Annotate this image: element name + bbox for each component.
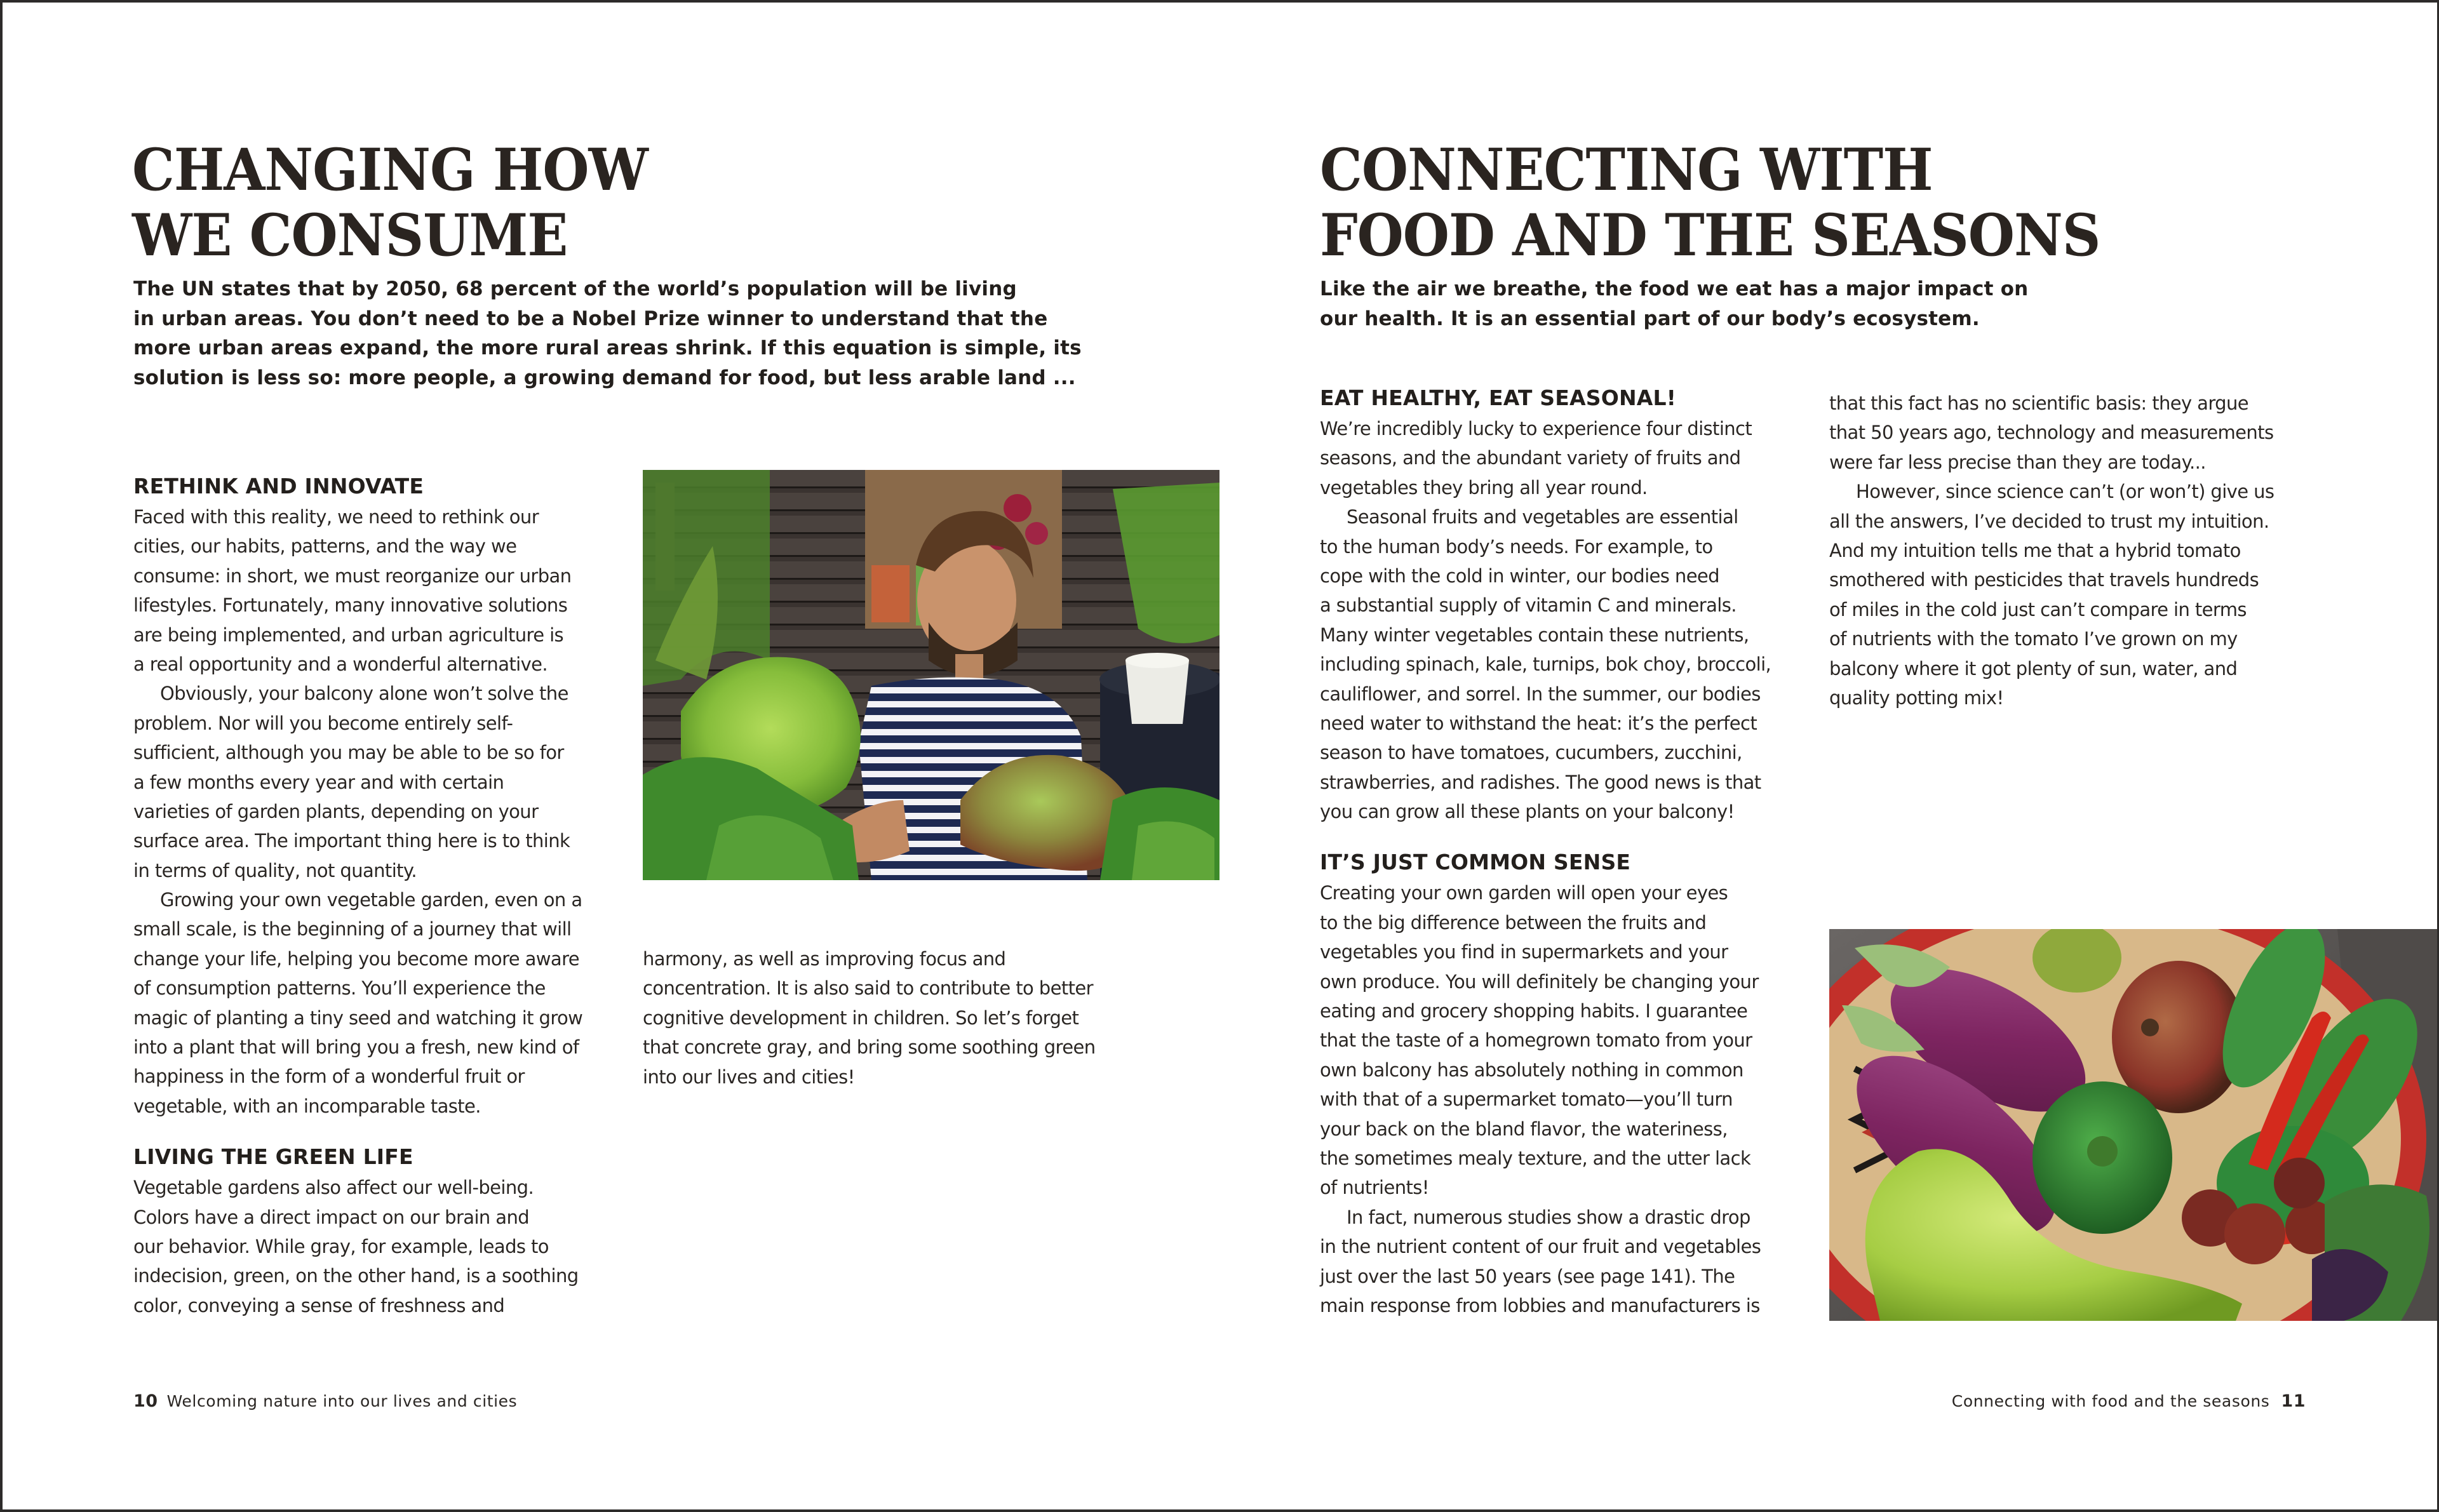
subheading-living-the-green-life: LIVING THE GREEN LIFE (133, 1144, 413, 1170)
photo-gardener-with-lettuce (643, 470, 1220, 880)
body-line: balcony where it got plenty of sun, water, and (1829, 657, 2238, 679)
left-column-1 (133, 472, 616, 1320)
right-page (1220, 0, 2439, 1512)
body-line: vegetables you find in supermarkets and your (1320, 941, 1728, 963)
body-line: surface area. The important thing here is to think (133, 830, 570, 852)
body-line: smothered with pesticides that travels hundreds (1829, 569, 2259, 591)
body-line: small scale, is the beginning of a journey that will (133, 918, 572, 940)
body-line: change your life, helping you become more aware (133, 947, 579, 970)
body-line: harmony, as well as improving focus and (643, 948, 1006, 970)
subheading-eat-healthy-eat-seasonal: EAT HEALTHY, EAT SEASONAL! (1320, 385, 1676, 410)
body-line: of miles in the cold just can’t compare in terms (1829, 598, 2247, 620)
body-line: concentration. It is also said to contribute to better (643, 977, 1093, 1000)
body-line: of nutrients! (1320, 1177, 1429, 1199)
body-line: Colors have a direct impact on our brain and (133, 1206, 530, 1228)
body-line: our behavior. While gray, for example, leads to (133, 1235, 549, 1257)
body-line: Vegetable gardens also affect our well-being. (133, 1177, 534, 1199)
intro-line: Like the air we breathe, the food we eat has a major impact on (1320, 278, 2029, 300)
gardener-photo-illustration (643, 470, 1220, 880)
body-line: Seasonal fruits and vegetables are essential (1347, 506, 1738, 528)
left-intro (133, 274, 1082, 392)
body-line: consume: in short, we must reorganize our urban (133, 565, 572, 587)
body-line: sufficient, although you may be able to be so for (133, 742, 564, 764)
body-line: in the nutrient content of our fruit and vegetables (1320, 1236, 1761, 1258)
body-line: quality potting mix! (1829, 686, 2004, 709)
vegetable-basket-illustration (1829, 929, 2437, 1321)
body-line: In fact, numerous studies show a drastic drop (1347, 1206, 1750, 1228)
body-line: a real opportunity and a wonderful alternative. (133, 653, 548, 675)
body-line: vegetable, with an incomparable taste. (133, 1095, 481, 1117)
body-line: you can grow all these plants on your balcony! (1320, 801, 1735, 823)
body-line: seasons, and the abundant variety of fruits and (1320, 447, 1741, 469)
right-column-2 (1829, 389, 2337, 713)
body-line: a few months every year and with certain (133, 771, 504, 793)
body-line: the sometimes mealy texture, and the utter lack (1320, 1147, 1751, 1169)
body-line: And my intuition tells me that a hybrid tomato (1829, 539, 2241, 561)
body-line: a substantial supply of vitamin C and minerals. (1320, 594, 1737, 617)
intro-line: in urban areas. You don’t need to be a Nobel Prize winner to understand that the (133, 307, 1048, 330)
page-number-10: 10 (133, 1391, 158, 1411)
body-line: indecision, green, on the other hand, is a soothing (133, 1265, 579, 1287)
body-line: vegetables they bring all year round. (1320, 476, 1648, 498)
body-line: However, since science can’t (or won’t) give us (1856, 481, 2274, 503)
photo-vegetable-basket (1829, 929, 2437, 1321)
running-title-right: Connecting with food and the seasons (1951, 1392, 2270, 1410)
body-line: of nutrients with the tomato I’ve grown on my (1829, 628, 2238, 650)
body-line: cognitive development in children. So let’s forget (643, 1007, 1079, 1029)
body-line: cauliflower, and sorrel. In the summer, our bodies (1320, 683, 1761, 705)
intro-line: more urban areas expand, the more rural areas shrink. If this equation is simple, its (133, 337, 1082, 359)
body-line: that concrete gray, and bring some soothing green (643, 1036, 1096, 1059)
body-line: with that of a supermarket tomato—you’ll turn (1320, 1088, 1733, 1111)
body-line: Creating your own garden will open your eyes (1320, 882, 1728, 904)
body-line: We’re incredibly lucky to experience four distinct (1320, 418, 1752, 439)
body-line: including spinach, kale, turnips, bok choy, broccoli, (1320, 653, 1771, 676)
body-line: problem. Nor will you become entirely self- (133, 712, 513, 734)
body-line: of consumption patterns. You’ll experience the (133, 977, 546, 1000)
section-gap (1320, 826, 1809, 848)
body-line: that 50 years ago, technology and measurements (1829, 422, 2274, 444)
page-number-11: 11 (2281, 1391, 2306, 1411)
left-page-footer (133, 1391, 517, 1412)
body-line: all the answers, I’ve decided to trust my intuition. (1829, 510, 2269, 532)
body-line: lifestyles. Fortunately, many innovative solutions (133, 594, 568, 617)
body-line: main response from lobbies and manufacturers is (1320, 1294, 1760, 1316)
body-line: strawberries, and radishes. The good news is that (1320, 771, 1761, 793)
body-line: happiness in the form of a wonderful fruit or (133, 1066, 525, 1088)
body-line: need water to withstand the heat: it’s the perfect (1320, 712, 1757, 734)
right-page-footer (1952, 1391, 2306, 1412)
body-line: that this fact has no scientific basis: they argue (1829, 392, 2248, 414)
right-column-1 (1320, 384, 1809, 1320)
subheading-its-just-common-sense: IT’S JUST COMMON SENSE (1320, 850, 1631, 875)
body-line: color, conveying a sense of freshness and (133, 1294, 505, 1316)
subheading-rethink-and-innovate: RETHINK AND INNOVATE (133, 474, 424, 498)
body-line: to the big difference between the fruits and (1320, 911, 1707, 933)
left-headline-line-1: CHANGING HOW (132, 135, 648, 204)
body-line: cities, our habits, patterns, and the way we (133, 535, 517, 558)
body-line: are being implemented, and urban agriculture is (133, 624, 564, 646)
right-headline (1320, 137, 2100, 267)
left-column-2 (643, 944, 1214, 1092)
body-line: that the taste of a homegrown tomato from your (1320, 1029, 1752, 1052)
body-line: varieties of garden plants, depending on your (133, 800, 539, 822)
body-line: into a plant that will bring you a fresh, new kind of (133, 1036, 579, 1059)
intro-line: solution is less so: more people, a growing demand for food, but less arable land ... (133, 366, 1076, 389)
right-headline-line-2: FOOD AND THE SEASONS (1320, 201, 2100, 269)
body-line: own balcony has absolutely nothing in common (1320, 1059, 1744, 1081)
body-line: Growing your own vegetable garden, even on a (160, 889, 582, 911)
intro-line: our health. It is an essential part of our body’s ecosystem. (1320, 307, 1980, 330)
right-headline-line-1: CONNECTING WITH (1320, 135, 1933, 204)
left-headline-line-2: WE CONSUME (132, 201, 568, 269)
body-line: into our lives and cities! (643, 1066, 855, 1088)
body-line: your back on the bland flavor, the wateriness, (1320, 1118, 1728, 1140)
body-line: eating and grocery shopping habits. I guarantee (1320, 1000, 1748, 1022)
intro-line: The UN states that by 2050, 68 percent of the world’s population will be living (133, 278, 1017, 300)
body-line: were far less precise than they are today... (1829, 451, 2206, 473)
body-line: Obviously, your balcony alone won’t solve the (160, 683, 568, 705)
body-line: season to have tomatoes, cucumbers, zucchini, (1320, 742, 1742, 764)
body-line: just over the last 50 years (see page 141). The (1320, 1265, 1735, 1287)
body-line: Faced with this reality, we need to rethink our (133, 506, 539, 528)
body-line: to the human body’s needs. For example, to (1320, 535, 1713, 558)
right-intro (1320, 274, 2028, 333)
section-gap (133, 1121, 616, 1142)
running-title-left: Welcoming nature into our lives and cities (166, 1392, 518, 1410)
body-line: cope with the cold in winter, our bodies need (1320, 565, 1719, 587)
body-line: magic of planting a tiny seed and watching it grow (133, 1007, 583, 1029)
body-line: in terms of quality, not quantity. (133, 859, 417, 881)
left-headline (132, 137, 648, 267)
body-line: Many winter vegetables contain these nutrients, (1320, 624, 1749, 646)
body-line: own produce. You will definitely be changing your (1320, 970, 1759, 993)
